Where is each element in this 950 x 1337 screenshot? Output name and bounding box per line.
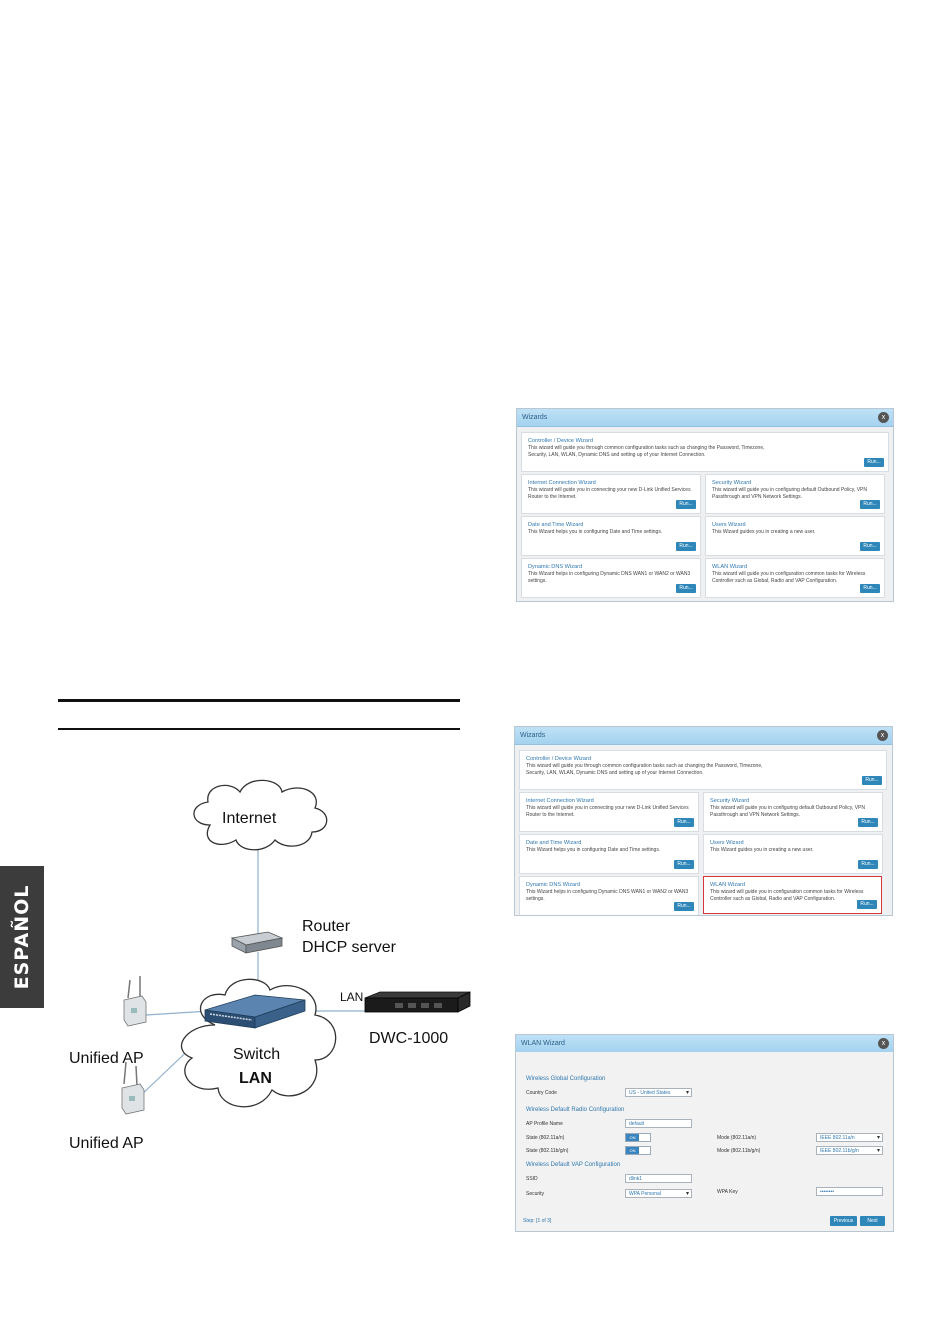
wizard-card-ddns (521, 558, 701, 598)
ap-profile-label: AP Profile Name (526, 1121, 563, 1127)
run-button[interactable]: Run... (857, 900, 877, 909)
wizard-card-desc: This wizard will guide you through common configuration tasks such as changing the Password, Timezone, Security, LAN, WLAN, Dynamic DNS and setting up of your Internet Connection. (528, 445, 765, 458)
lan-port-label: LAN (340, 990, 364, 1004)
mode-a-value: IEEE 802.11a/n (820, 1135, 855, 1141)
security-label: Security (526, 1191, 545, 1197)
wizard-card-title: Internet Connection Wizard (526, 798, 594, 804)
wizard-card-desc: This wizard will guide you in configuration common tasks for Wireless Controller such as Global, Radio and VAP Configuration. (712, 571, 866, 584)
run-button[interactable]: Run... (858, 860, 878, 869)
country-label: Country Code (526, 1090, 557, 1096)
country-select[interactable] (625, 1088, 692, 1097)
run-button[interactable]: Run... (674, 860, 694, 869)
unified-ap-icon-2 (122, 1062, 144, 1114)
wizard-card-title: Date and Time Wizard (528, 522, 584, 528)
wizard-card-desc: This Wizard helps you in configuring Date and Time settings. (526, 847, 661, 853)
close-icon[interactable]: x (878, 1038, 889, 1049)
wizard-card-title: Users Wizard (712, 522, 746, 528)
wizard-card-desc: This wizard will guide you in configuring default Outbound Policy, VPN Passthrough and VPN Network Settings. (710, 805, 865, 818)
ssid-input[interactable] (625, 1174, 692, 1183)
ssid-value: dlink1 (629, 1176, 643, 1182)
run-button[interactable]: Run... (860, 584, 880, 593)
wpa-key-label: WPA Key (717, 1189, 738, 1195)
internet-label: Internet (222, 810, 277, 827)
toggle-on-label: ON (626, 1147, 639, 1154)
wlan-wizard-titlebar (516, 1035, 893, 1053)
wizard-card-desc: This wizard will guide you in configuration common tasks for Wireless Controller such as Global, Radio and VAP Configuration. (710, 889, 864, 902)
wizard-card-security (705, 474, 885, 514)
wizard-card-security (703, 792, 883, 832)
wizard-card-wlan-selected[interactable] (703, 876, 882, 914)
unified-ap-label-2: Unified AP (69, 1135, 144, 1152)
mode-a-select[interactable] (816, 1133, 883, 1142)
wizards-title: Wizards (522, 414, 548, 421)
run-button[interactable]: Run... (676, 542, 696, 551)
mode-bg-value: IEEE 802.11b/g/n (820, 1148, 859, 1154)
wizard-card-title: Date and Time Wizard (526, 840, 582, 846)
wizards-title: Wizards (520, 732, 546, 739)
switch-label: Switch (233, 1046, 281, 1063)
lan-label: LAN (239, 1070, 272, 1087)
wizard-card-internet (519, 792, 699, 832)
security-value: WPA Personal (629, 1191, 661, 1197)
ap-profile-input[interactable] (625, 1119, 692, 1128)
state-bg-label: State (802.11b/g/n) (526, 1148, 569, 1154)
mode-a-label: Mode (802.11a/n) (717, 1135, 757, 1141)
run-button[interactable]: Run... (674, 902, 694, 911)
wizard-card-desc: This Wizard guides you in creating a new user. (712, 529, 816, 535)
network-diagram (60, 770, 480, 1170)
wizard-card-desc: This wizard will guide you in connecting your new D-Link Unified Services Router to the Internet. (526, 805, 689, 818)
run-button[interactable]: Run... (860, 500, 880, 509)
wizard-card-title: Dynamic DNS Wizard (528, 564, 583, 570)
run-button[interactable]: Run... (858, 818, 878, 827)
ap-profile-value: default (629, 1121, 645, 1127)
wizard-card-controller (521, 432, 889, 472)
wizards-titlebar (515, 727, 892, 745)
section-radio: Wireless Default Radio Configuration (526, 1107, 625, 1113)
wizard-card-desc: This wizard will guide you through common configuration tasks such as changing the Password, Timezone, Security, LAN, WLAN, Dynamic DNS and setting up of your Internet Connection. (526, 763, 763, 776)
state-a-label: State (802.11a/n) (526, 1135, 565, 1141)
dwc-1000-label: DWC-1000 (369, 1030, 449, 1047)
wizard-card-title: Controller / Device Wizard (528, 438, 593, 444)
run-button[interactable]: Run... (676, 584, 696, 593)
wlan-wizard-title: WLAN Wizard (521, 1040, 565, 1047)
wizard-card-datetime (521, 516, 701, 556)
wizard-card-users (705, 516, 885, 556)
unified-ap-icon-1 (124, 976, 146, 1026)
wizard-card-internet (521, 474, 701, 514)
run-button[interactable]: Run... (860, 542, 880, 551)
security-select[interactable] (625, 1189, 692, 1198)
previous-button[interactable]: Previous (830, 1216, 857, 1226)
wizard-card-title: Dynamic DNS Wizard (526, 882, 581, 888)
router-label: Router (302, 918, 351, 935)
wizard-card-controller (519, 750, 887, 790)
ssid-label: SSID (526, 1176, 538, 1182)
run-button[interactable]: Run... (864, 458, 884, 467)
wlan-wizard-body (516, 1052, 893, 1231)
wizard-card-title: Controller / Device Wizard (526, 756, 591, 762)
step-indicator: Step: [1 of 3] (523, 1218, 552, 1224)
mode-bg-label: Mode (802.11b/g/n) (717, 1148, 761, 1154)
wizard-card-title: Security Wizard (712, 480, 752, 486)
wizard-card-wlan (705, 558, 885, 598)
wizard-card-title: Internet Connection Wizard (528, 480, 596, 486)
router-icon (232, 932, 282, 953)
run-button[interactable]: Run... (862, 776, 882, 785)
section-vap: Wireless Default VAP Configuration (526, 1162, 621, 1168)
wizard-card-desc: This Wizard guides you in creating a new user. (710, 847, 814, 853)
wizard-card-title: Users Wizard (710, 840, 744, 846)
wizard-card-desc: This Wizard helps in configuring Dynamic DNS WAN1 or WAN2 or WAN3 settings. (528, 571, 691, 584)
wlan-wizard-window (515, 1034, 894, 1232)
section-global: Wireless Global Configuration (526, 1076, 606, 1082)
wizard-card-title: Security Wizard (710, 798, 750, 804)
wizard-card-ddns (519, 876, 699, 916)
wizard-card-title: WLAN Wizard (710, 882, 746, 888)
mode-bg-select[interactable] (816, 1146, 883, 1155)
dwc-1000-icon (365, 992, 470, 1012)
language-side-tab (0, 866, 44, 1008)
country-value: US - United States (629, 1090, 671, 1096)
section-rule-top (58, 699, 460, 702)
wizard-card-desc: This Wizard helps you in configuring Date and Time settings. (528, 529, 663, 535)
wizard-card-desc: This wizard will guide you in connecting your new D-Link Unified Services Router to the Internet. (528, 487, 691, 500)
wpa-key-input[interactable] (816, 1187, 883, 1196)
section-rule-bottom (58, 728, 460, 730)
dhcp-server-label: DHCP server (302, 939, 396, 956)
unified-ap-label-1: Unified AP (69, 1050, 144, 1067)
wizards-titlebar (517, 409, 893, 427)
run-button[interactable]: Run... (676, 500, 696, 509)
wizard-card-datetime (519, 834, 699, 874)
wpa-key-value: •••••••• (820, 1189, 835, 1195)
close-icon[interactable]: x (878, 412, 889, 423)
toggle-on-label: ON (626, 1134, 639, 1141)
state-a-toggle[interactable] (625, 1133, 651, 1142)
wizards-window (516, 408, 894, 602)
next-button[interactable]: Next (860, 1216, 885, 1226)
run-button[interactable]: Run... (674, 818, 694, 827)
wizard-card-users (703, 834, 883, 874)
wizard-card-desc: This Wizard helps in configuring Dynamic DNS WAN1 or WAN2 or WAN3 settings. (526, 889, 689, 902)
close-icon[interactable]: x (877, 730, 888, 741)
wizards-window-wlan-selected (514, 726, 893, 916)
language-label: ESPAÑOL (11, 884, 33, 990)
state-bg-toggle[interactable] (625, 1146, 651, 1155)
wizard-card-title: WLAN Wizard (712, 564, 748, 570)
wizard-card-desc: This wizard will guide you in configuring default Outbound Policy, VPN Passthrough and VPN Network Settings. (712, 487, 867, 500)
